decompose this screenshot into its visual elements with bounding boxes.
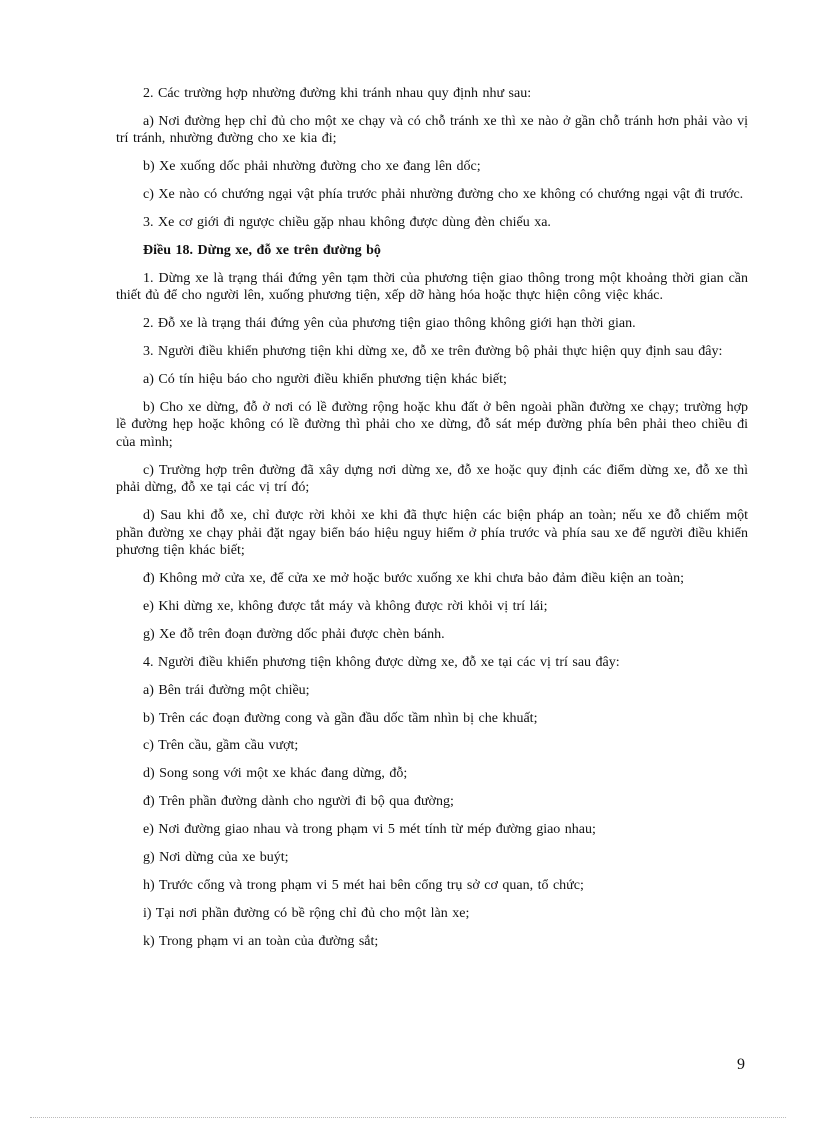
- paragraph: d) Song song với một xe khác đang dừng, đỗ;: [143, 766, 408, 782]
- article-heading: Điều 18. Dừng xe, đỗ xe trên đường bộ: [143, 242, 381, 258]
- page-body: [116, 85, 748, 961]
- paragraph: 3. Người điều khiển phương tiện khi dừng xe, đỗ xe trên đường bộ phải thực hiện quy định sau đây:: [143, 344, 723, 360]
- paragraph: b) Cho xe dừng, đỗ ở nơi có lề đường rộng hoặc khu đất ở bên ngoài phần đường xe chạy; trường hợp lề đường hẹp hoặc không có lề đường thì phải cho xe dừng, đỗ sát mép đường phía bên phải theo chiều đi của mình;: [116, 399, 748, 450]
- paragraph: g) Xe đỗ trên đoạn đường dốc phải được chèn bánh.: [143, 626, 445, 642]
- paragraph: d) Sau khi đỗ xe, chỉ được rời khỏi xe khi đã thực hiện các biện pháp an toàn; nếu xe đỗ chiếm một phần đường xe chạy phải đặt ngay biển báo hiệu nguy hiểm ở phía trước và phía sau xe để người điều khiển phương tiện khác biết;: [116, 508, 748, 559]
- paragraph: c) Trường hợp trên đường đã xây dựng nơi dừng xe, đỗ xe hoặc quy định các điểm dừng xe, đỗ xe thì phải dừng, đỗ xe tại các vị trí đó;: [116, 462, 748, 496]
- paragraph: h) Trước cổng và trong phạm vi 5 mét hai bên cổng trụ sở cơ quan, tổ chức;: [143, 877, 584, 893]
- paragraph: đ) Không mở cửa xe, để cửa xe mở hoặc bước xuống xe khi chưa bảo đảm điều kiện an toàn;: [143, 571, 685, 587]
- paragraph: a) Bên trái đường một chiều;: [143, 682, 310, 698]
- paragraph: 3. Xe cơ giới đi ngược chiều gặp nhau không được dùng đèn chiếu xa.: [143, 215, 551, 231]
- paragraph: 1. Dừng xe là trạng thái đứng yên tạm thời của phương tiện giao thông trong một khoảng thời gian cần thiết đủ để cho người lên, xuống phương tiện, xếp dỡ hàng hóa hoặc thực hiện công việc khác.: [116, 270, 748, 304]
- paragraph: i) Tại nơi phần đường có bề rộng chỉ đủ cho một làn xe;: [143, 905, 470, 921]
- paragraph: a) Nơi đường hẹp chỉ đủ cho một xe chạy và có chỗ tránh xe thì xe nào ở gần chỗ tránh hơn phải vào vị trí tránh, nhường đường cho xe kia đi;: [116, 113, 748, 147]
- page-bottom-divider: [30, 1117, 786, 1118]
- paragraph: a) Có tín hiệu báo cho người điều khiển phương tiện khác biết;: [143, 372, 507, 388]
- paragraph: g) Nơi dừng của xe buýt;: [143, 849, 289, 865]
- paragraph: c) Xe nào có chướng ngại vật phía trước phải nhường đường cho xe không có chướng ngại vật đi trước.: [143, 187, 744, 203]
- page-number: 9: [737, 1056, 745, 1073]
- paragraph: e) Khi dừng xe, không được tắt máy và không được rời khỏi vị trí lái;: [143, 598, 548, 614]
- paragraph: 2. Đỗ xe là trạng thái đứng yên của phương tiện giao thông không giới hạn thời gian.: [143, 316, 636, 332]
- paragraph: b) Xe xuống dốc phải nhường đường cho xe đang lên dốc;: [143, 159, 481, 175]
- paragraph: 4. Người điều khiển phương tiện không được dừng xe, đỗ xe tại các vị trí sau đây:: [143, 654, 620, 670]
- paragraph: đ) Trên phần đường dành cho người đi bộ qua đường;: [143, 794, 454, 810]
- paragraph: e) Nơi đường giao nhau và trong phạm vi 5 mét tính từ mép đường giao nhau;: [143, 822, 596, 838]
- paragraph: c) Trên cầu, gầm cầu vượt;: [143, 738, 299, 754]
- paragraph: b) Trên các đoạn đường cong và gần đầu dốc tầm nhìn bị che khuất;: [143, 710, 538, 726]
- paragraph: k) Trong phạm vi an toàn của đường sắt;: [143, 933, 379, 949]
- paragraph: 2. Các trường hợp nhường đường khi tránh nhau quy định như sau:: [143, 86, 532, 101]
